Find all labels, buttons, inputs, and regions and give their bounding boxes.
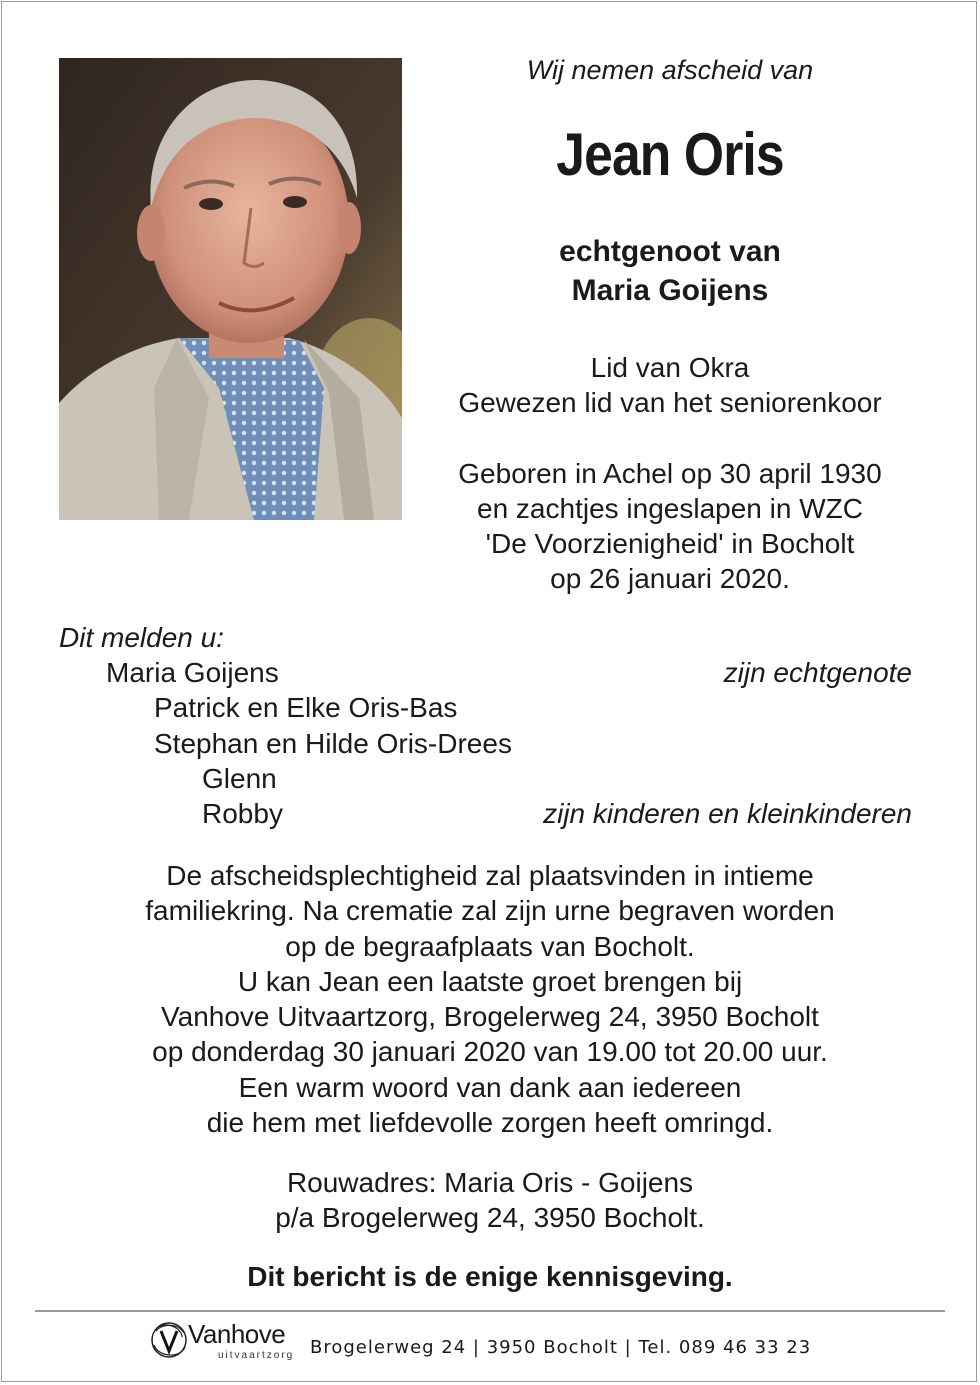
birth-death-line: Geboren in Achel op 30 april 1930: [458, 458, 882, 489]
ceremony-line: U kan Jean een laatste groet brengen bij: [237, 965, 743, 997]
ceremony-line: De afscheidsplechtigheid zal plaatsvinden in intieme: [166, 860, 814, 891]
address-line: Rouwadres: Maria Oris - Goijens: [286, 1167, 694, 1198]
ceremony-line: die hem met liefdevolle zorgen heeft omringd.: [206, 1107, 774, 1139]
family-member-name: Stephan en Hilde Oris-Drees: [154, 728, 512, 759]
address-line: p/a Brogelerweg 24, 3950 Bocholt.: [275, 1202, 705, 1233]
ceremony-line: op de begraafplaats van Bocholt.: [285, 930, 695, 962]
family-member-name: Glenn: [202, 763, 277, 794]
ceremony-text: [0, 858, 980, 1140]
birth-death-line: op 26 januari 2020.: [550, 563, 790, 594]
ceremony-line: op donderdag 30 januari 2020 van 19.00 tot 20.00 uur.: [152, 1036, 828, 1068]
sole-notice: Dit bericht is de enige kennisgeving.: [247, 1261, 733, 1292]
membership-line: Gewezen lid van het seniorenkoor: [458, 387, 882, 418]
footer-contact-info: Brogelerweg 24 | 3950 Bocholt | Tel. 089 46 33 23: [310, 1337, 812, 1358]
deceased-name: Jean Oris: [556, 121, 784, 188]
family-member-role: zijn kinderen en kleinkinderen: [543, 798, 912, 829]
announced-by-heading: Dit melden u:: [59, 622, 224, 653]
family-member-name: Patrick en Elke Oris-Bas: [154, 692, 458, 723]
family-member-role: zijn echtgenote: [723, 657, 912, 688]
logo-subtitle: uitvaartzorg: [218, 1350, 295, 1361]
portrait-photo: [59, 58, 402, 520]
spouse-line: echtgenoot van: [559, 235, 781, 268]
footer-divider: [35, 1310, 945, 1312]
birth-death-line: 'De Voorzienigheid' in Bocholt: [485, 528, 855, 559]
logo-mark-icon: [148, 1319, 190, 1361]
mourning-address: [0, 1165, 980, 1235]
spouse-block: [410, 232, 930, 310]
membership-line: Lid van Okra: [590, 352, 750, 383]
intro-text: Wij nemen afscheid van: [526, 55, 814, 85]
birth-death-line: en zachtjes ingeslapen in WZC: [477, 493, 863, 524]
ceremony-line: familiekring. Na crematie zal zijn urne begraven worden: [145, 895, 835, 927]
ceremony-line: Vanhove Uitvaartzorg, Brogelerweg 24, 3950 Bocholt: [161, 1001, 819, 1033]
vanhove-logo: [148, 1319, 298, 1365]
ceremony-line: Een warm woord van dank aan iedereen: [238, 1071, 742, 1103]
family-member-name: Robby: [202, 798, 283, 829]
family-member-name: Maria Goijens: [106, 657, 279, 688]
membership-block: [410, 350, 930, 420]
spouse-name: Maria Goijens: [571, 274, 769, 307]
logo-name: Vanhove: [188, 1319, 286, 1349]
birth-death-block: [410, 456, 930, 596]
